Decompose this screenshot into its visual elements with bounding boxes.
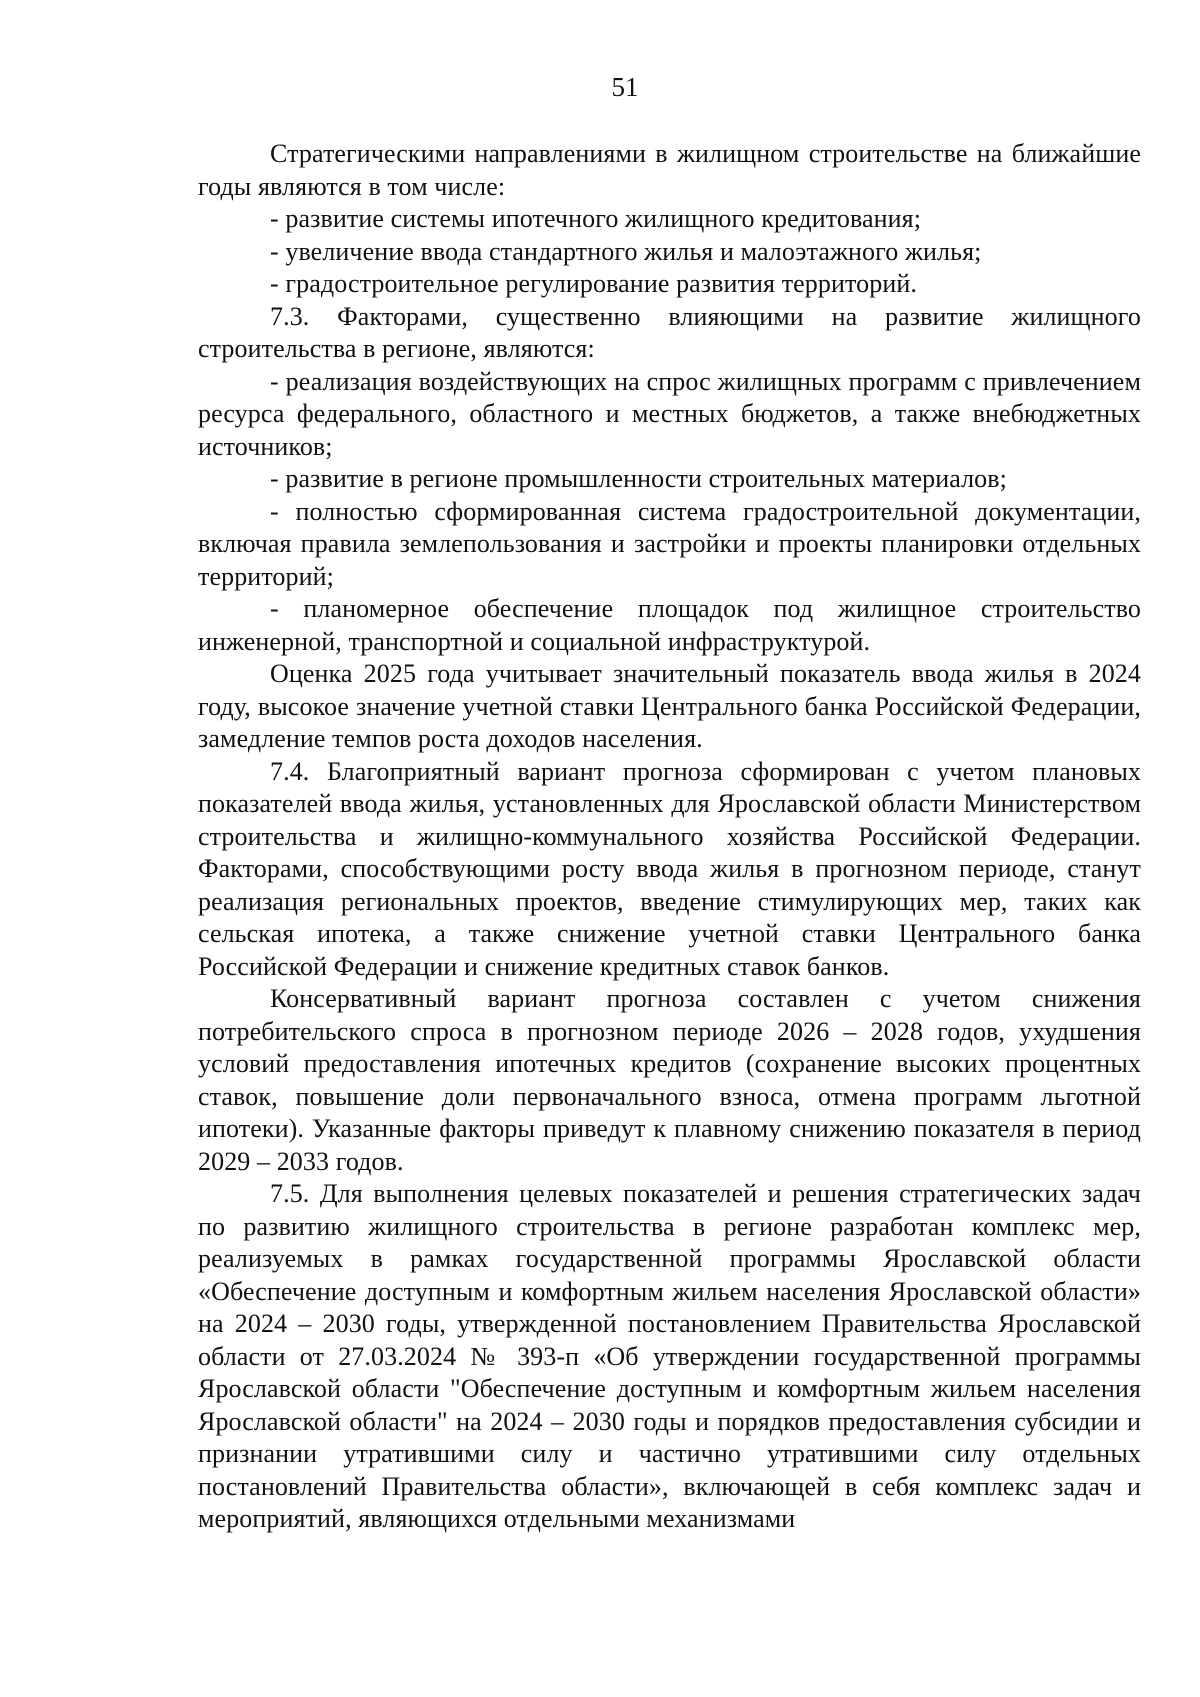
paragraph-estimate-2025: Оценка 2025 года учитывает значительный показатель ввода жилья в 2024 году, высокое значение учетной ставки Центрального банка Российской Федерации, замедление темпов роста доходов населения. — [198, 659, 1141, 753]
paragraph-section-7-4: 7.4. Благоприятный вариант прогноза сформирован с учетом плановых показателей ввода жилья, установленных для Ярославской области Министерством строительства и жилищно-коммунального хозяйства Российской Федерации. Факторами, способствующими росту ввода жилья в прогнозном периоде, станут реализация региональных проектов, введение стимулирующих мер, таких как сельская ипотека, а также снижение учетной ставки Центрального банка Российской Федерации и снижение кредитных ставок банков. — [198, 756, 1141, 981]
list-item-urban-documentation: - полностью сформированная система градостроительной документации, включая правила землепользования и застройки и проекты планировки отдельных территорий; — [198, 496, 1141, 591]
list-item-housing-programs: - реализация воздействующих на спрос жилищных программ с привлечением ресурса федерального, областного и местных бюджетов, а также внебюджетных источников; — [198, 366, 1141, 461]
page-number: 51 — [611, 72, 639, 102]
paragraph-strategic-directions: Стратегическими направлениями в жилищном строительстве на ближайшие годы являются в том числе: — [198, 139, 1141, 201]
document-body — [198, 138, 1141, 1536]
paragraph-section-7-5: 7.5. Для выполнения целевых показателей и решения стратегических задач по развитию жилищного строительства в регионе разработан комплекс мер, реализуемых в рамках государственной программы Ярославской области «Обеспечение доступным и комфортным жильем населения Ярославской области» на 2024 – 2030 годы, утвержденной постановлением Правительства Ярославской области от 27.03.2024 № 393-п «Об утверждении государственной программы Ярославской области "Обеспечение доступным и комфортным жильем населения Ярославской области" на 2024 – 2030 годы и порядков предоставления субсидии и признании утратившими силу и частично утратившими силу отдельных постановлений Правительства области», включающей в себя комплекс задач и мероприятий, являющихся отдельными механизмами — [198, 1179, 1141, 1533]
list-item-urban-regulation: - градостроительное регулирование развития территорий. — [270, 269, 917, 298]
paragraph-conservative-variant: Консервативный вариант прогноза составлен с учетом снижения потребительского спроса в прогнозном периоде 2026 – 2028 годов, ухудшения условий предоставления ипотечных кредитов (сохранение высоких процентных ставок, повышение доли первоначального взноса, отмена программ льготной ипотеки). Указанные факторы приведут к плавному снижению показателя в период 2029 – 2033 годов. — [198, 984, 1141, 1176]
paragraph-section-7-3: 7.3. Факторами, существенно влияющими на развитие жилищного строительства в регионе, являются: — [198, 301, 1141, 363]
list-item-building-materials: - развитие в регионе промышленности строительных материалов; — [270, 464, 1007, 493]
list-item-mortgage: - развитие системы ипотечного жилищного кредитования; — [270, 204, 922, 233]
list-item-housing-input: - увеличение ввода стандартного жилья и малоэтажного жилья; — [270, 236, 982, 266]
list-item-infrastructure: - планомерное обеспечение площадок под жилищное строительство инженерной, транспортной и социальной инфраструктурой. — [198, 594, 1141, 656]
